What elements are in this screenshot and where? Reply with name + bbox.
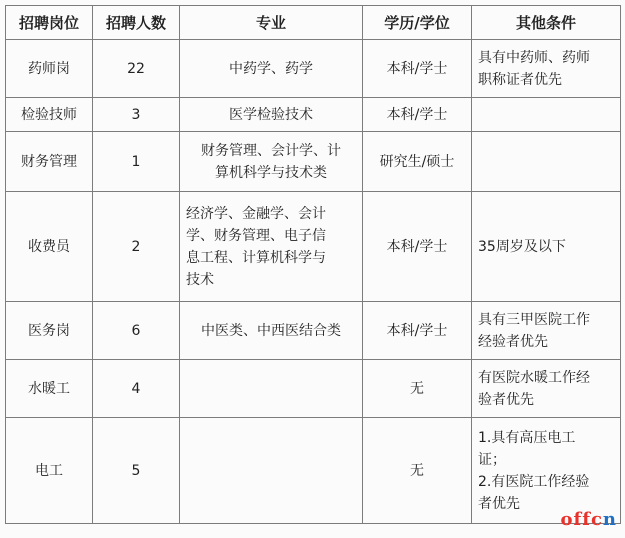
cell-degree: 本科/学士 (363, 40, 472, 98)
cell-other (472, 40, 621, 98)
cell-count: 5 (93, 418, 180, 524)
other-line: 35周岁及以下 (478, 238, 566, 255)
major-line: 中药学、药学 (229, 60, 313, 77)
major-line: 医学检验技术 (229, 106, 313, 123)
cell-degree: 无 (363, 360, 472, 418)
other-line: 2.有医院工作经验 (478, 473, 590, 490)
cell-degree: 无 (363, 418, 472, 524)
cell-other (472, 302, 621, 360)
cell-count: 1 (93, 132, 180, 192)
table-row (6, 418, 621, 524)
cell-other (472, 98, 621, 132)
major-line: 中医类、中西医结合类 (201, 322, 341, 339)
cell-other (472, 360, 621, 418)
other-line: 具有中药师、药师 (478, 49, 590, 66)
other-line: 职称证者优先 (478, 71, 562, 88)
major-line: 财务管理、会计学、计 (201, 142, 341, 159)
major-line: 息工程、计算机科学与 (186, 249, 326, 266)
table-row (6, 360, 621, 418)
cell-major (180, 360, 363, 418)
header-other: 其他条件 (472, 6, 621, 40)
table-row (6, 302, 621, 360)
cell-count: 4 (93, 360, 180, 418)
cell-other (472, 418, 621, 524)
cell-degree: 研究生/硕士 (363, 132, 472, 192)
major-line: 经济学、金融学、会计 (186, 205, 326, 222)
cell-position: 财务管理 (6, 132, 93, 192)
cell-position: 医务岗 (6, 302, 93, 360)
cell-degree: 本科/学士 (363, 98, 472, 132)
major-line: 算机科学与技术类 (215, 164, 327, 181)
cell-count: 3 (93, 98, 180, 132)
offcn-watermark-logo (560, 509, 617, 530)
cell-other (472, 192, 621, 302)
cell-position: 收费员 (6, 192, 93, 302)
header-position: 招聘岗位 (6, 6, 93, 40)
cell-position: 水暖工 (6, 360, 93, 418)
cell-position: 药师岗 (6, 40, 93, 98)
cell-major (180, 192, 363, 302)
cell-degree: 本科/学士 (363, 192, 472, 302)
watermark-text-red: offc (560, 509, 603, 530)
table-row (6, 132, 621, 192)
cell-major (180, 98, 363, 132)
cell-count: 22 (93, 40, 180, 98)
recruitment-table (5, 5, 621, 524)
major-line: 学、财务管理、电子信 (186, 227, 326, 244)
major-line: 技术 (186, 271, 214, 288)
watermark-text-blue: n (602, 509, 617, 530)
other-line: 有医院水暖工作经 (478, 369, 590, 386)
other-line: 验者优先 (478, 391, 534, 408)
header-count: 招聘人数 (93, 6, 180, 40)
other-line: 证； (478, 451, 506, 468)
other-line: 经验者优先 (478, 333, 548, 350)
table-body (6, 40, 621, 524)
table-row (6, 192, 621, 302)
other-line: 1.具有高压电工 (478, 429, 576, 446)
other-line: 具有三甲医院工作 (478, 311, 590, 328)
cell-major (180, 418, 363, 524)
table-row (6, 98, 621, 132)
cell-degree: 本科/学士 (363, 302, 472, 360)
cell-major (180, 40, 363, 98)
cell-other (472, 132, 621, 192)
cell-major (180, 302, 363, 360)
other-line: 者优先 (478, 495, 520, 512)
cell-count: 6 (93, 302, 180, 360)
header-degree: 学历/学位 (363, 6, 472, 40)
table-row (6, 40, 621, 98)
cell-count: 2 (93, 192, 180, 302)
cell-major (180, 132, 363, 192)
header-major: 专业 (180, 6, 363, 40)
cell-position: 电工 (6, 418, 93, 524)
cell-position: 检验技师 (6, 98, 93, 132)
table-header-row (6, 6, 621, 40)
